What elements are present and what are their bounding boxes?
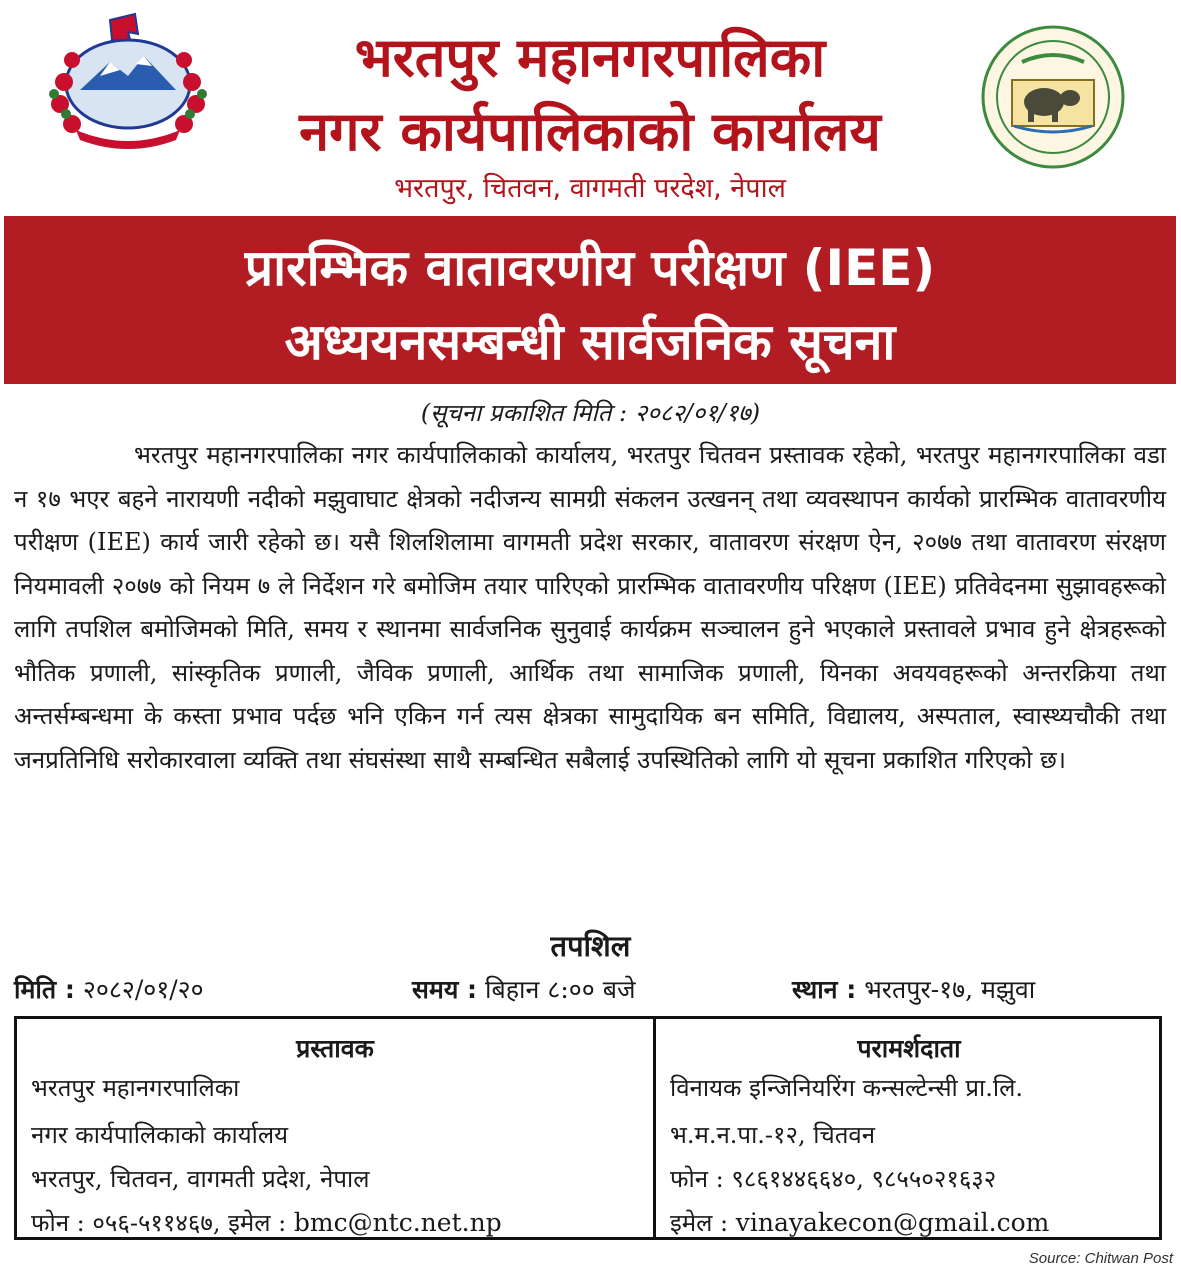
consultant-name: विनायक इन्जिनियरिंग कन्सल्टेन्सी प्रा.लि. [670,1074,1024,1102]
proponent-email: bmc@ntc.net.np [293,1208,502,1237]
nepal-emblem-icon [40,12,215,152]
schedule-place-value: भरतपुर-१७, मझुवा [864,975,1036,1004]
org-name: भरतपुर महानगरपालिका [354,26,826,89]
proponent-address: भरतपुर, चितवन, वागमती प्रदेश, नेपाल [31,1165,370,1193]
proponent-name: भरतपुर महानगरपालिका [31,1074,240,1102]
proponent-phone: ०५६-५११४६७, [92,1209,221,1237]
schedule-time-label: समय : [412,975,478,1004]
schedule-date-label: मिति : [14,975,75,1004]
consultant-phone-label: फोन : [670,1165,724,1193]
proponent-phone-label: फोन : [31,1209,85,1237]
consultant-email-line [670,1206,1049,1239]
consultant-address: भ.म.न.पा.-१२, चितवन [670,1121,876,1149]
contact-info-box [14,1016,1162,1240]
consultant-email: vinayakecon@gmail.com [735,1208,1050,1237]
schedule-date [14,972,204,1006]
source-credit: Source: Chitwan Post [1028,1250,1173,1267]
notice-body-text: भरतपुर महानगरपालिका नगर कार्यपालिकाको कार्यालय, भरतपुर चितवन प्रस्तावक रहेको, भरतपुर महानगरपालिका वडा न १७ भएर बहने नारायणी नदीको मझुवाघाट क्षेत्रको नदीजन्य सामग्री संकलन उत्खनन् तथा व्यवस्थापन कार्यको प्रारम्भिक वातावरणीय परीक्षण (IEE) कार्य जारी रहेको छ। यसै शिलशिलामा वागमती प्रदेश सरकार, वातावरण संरक्षण ऐन, २०७७ तथा वातावरण संरक्षण नियमावली २०७७ को नियम ७ ले निर्देशन गरे बमोजिम तयार पारिएको प्रारम्भिक वातावरणीय परिक्षण (IEE) प्रतिवेदनमा सुझावहरूको लागि तपशिल बमोजिमको मिति, समय र स्थानमा सार्वजनिक सुनुवाई कार्यक्रम सञ्चालन हुने भएकाले प्रस्तावले प्रभाव हुने क्षेत्रहरूको भौतिक प्रणाली, सांस्कृतिक प्रणाली, जैविक प्रणाली, आर्थिक तथा सामाजिक प्रणाली, यिनका अवयवहरूको अन्तरक्रिया तथा अन्तर्सम्बन्धमा के कस्ता प्रभाव पर्दछ भनि एकिन गर्न त्यस क्षेत्रका सामुदायिक बन समिति, विद्यालय, अस्पताल, स्वास्थ्यचौकी तथा जनप्रतिनिधि सरोकारवाला व्यक्ति तथा संघसंस्था साथै सम्बन्धित सबैलाई उपस्थितिको लागि यो सूचना प्रकाशित गरिएको छ। [14,441,1166,774]
schedule-date-value: २०८२/०१/२० [82,975,204,1004]
proponent-contact [31,1206,502,1239]
org-address: भरतपुर, चितवन, वागमती परदेश, नेपाल [394,173,786,204]
consultant-email-label: इमेल : [670,1209,729,1237]
schedule-place [792,972,1035,1006]
consultant-phone: ९८६१४४६६४०, ९८५५०२१६३२ [731,1165,997,1193]
notice-body [14,434,1166,782]
banner-title-line2: अध्ययनसम्बन्धी सार्वजनिक सूचना [284,313,896,371]
notice-banner [4,216,1176,384]
schedule-time-value: बिहान ८:०० बजे [485,975,636,1004]
consultant-phone-line [670,1162,996,1195]
banner-title-line1: प्रारम्भिक वातावरणीय परीक्षण (IEE) [244,239,936,297]
consultant-column [656,1019,1162,1237]
schedule-place-label: स्थान : [792,975,857,1004]
publication-date: (सूचना प्रकाशित मिति : २०८२/०१/१७) [420,399,761,427]
bharatpur-logo-icon [978,22,1128,172]
schedule-heading: तपशिल [550,929,631,963]
proponent-column [17,1019,653,1237]
schedule-time [412,972,636,1006]
proponent-heading: प्रस्तावक [296,1034,374,1063]
proponent-email-label: इमेल : [228,1209,287,1237]
proponent-office: नगर कार्यपालिकाको कार्यालय [31,1121,289,1149]
consultant-heading: परामर्शदाता [857,1034,961,1063]
office-name: नगर कार्यपालिकाको कार्यालय [299,100,881,163]
